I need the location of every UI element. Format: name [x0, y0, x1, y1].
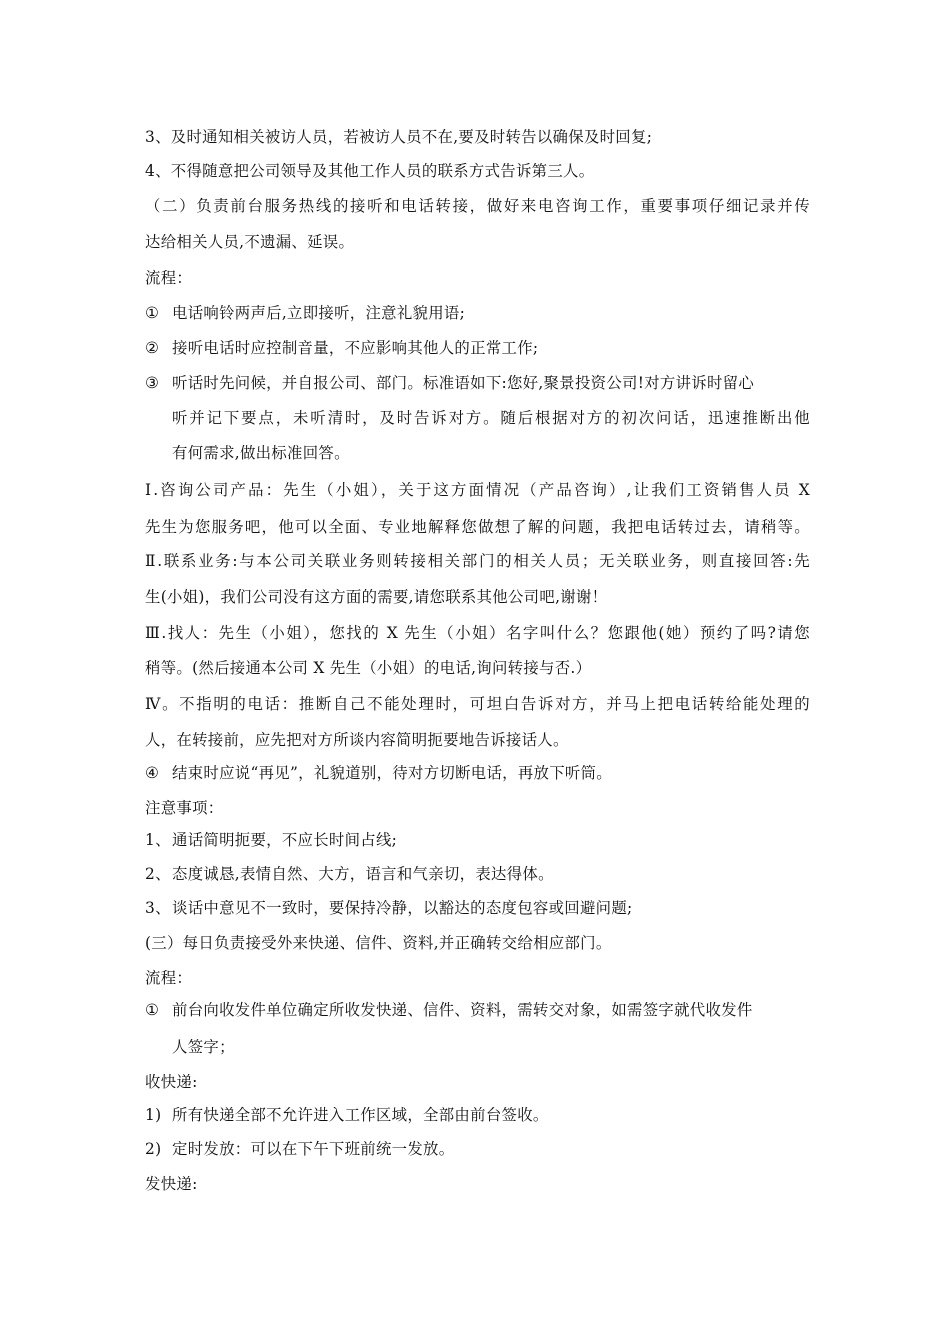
list-item [145, 303, 810, 323]
paragraph-line: Ⅰ.咨询公司产品：先生（小姐），关于这方面情况（产品咨询）,让我们工资销售人员 X [145, 481, 810, 499]
list-item-text: 结束时应说“再见”，礼貌道别，待对方切断电话，再放下听筒。 [172, 764, 612, 782]
list-item-text: 电话响铃两声后,立即接听，注意礼貌用语; [172, 304, 466, 322]
paragraph-line: 生(小姐)，我们公司没有这方面的需要,请您联系其他公司吧,谢谢！ [145, 588, 608, 606]
list-marker: ④ [145, 764, 160, 782]
paragraph-line: Ⅲ.找人：先生（小姐），您找的 X 先生（小姐）名字叫什么？您跟他(她）预约了吗?请您 [145, 624, 810, 642]
list-item [145, 1105, 810, 1125]
list-item-text: 定时发放：可以在下午下班前统一发放。 [172, 1140, 455, 1158]
list-marker: ① [145, 304, 160, 322]
paragraph-line: 先生为您服务吧，他可以全面、专业地解释您做想了解的问题，我把电话转过去，请稍等。 [145, 518, 810, 536]
paragraph-line: 3、及时通知相关被访人员，若被访人员不在,要及时转告以确保及时回复; [145, 128, 653, 146]
list-item [145, 864, 810, 884]
list-marker: ① [145, 1001, 160, 1019]
section-heading-3: (三）每日负责接受外来快递、信件、资料,并正确转交给相应部门。 [145, 934, 612, 952]
flow-label: 流程： [145, 969, 193, 987]
paragraph-line: 稍等。(然后接通本公司 X 先生（小姐）的电话,询问转接与否.） [145, 659, 592, 677]
paragraph-line: 达给相关人员,不遗漏、延误。 [145, 233, 355, 251]
paragraph-line: 4、不得随意把公司领导及其他工作人员的联系方式告诉第三人。 [145, 162, 595, 180]
list-item-continuation: 听并记下要点，未听清时，及时告诉对方。随后根据对方的初次问话，迅速推断出他 [172, 409, 810, 427]
notes-label: 注意事项： [145, 799, 224, 817]
list-marker: 3、 [145, 899, 171, 917]
list-item-text: 态度诚恳,表情自然、大方，语言和气亲切，表达得体。 [172, 865, 554, 883]
list-marker: 1、 [145, 831, 171, 849]
list-item-text: 接听电话时应控制音量，不应影响其他人的正常工作; [172, 339, 539, 357]
list-item [145, 763, 810, 783]
list-item-text: 听话时先问候，并自报公司、部门。标准语如下:您好,聚景投资公司!对方讲诉时留心 [172, 374, 755, 392]
receive-express-label: 收快递: [145, 1073, 198, 1091]
paragraph-line: Ⅱ.联系业务:与本公司关联业务则转接相关部门的相关人员；无关联业务，则直接回答:先 [145, 552, 810, 570]
list-item-continuation: 有何需求,做出标准回答。 [172, 444, 350, 462]
send-express-label: 发快递: [145, 1175, 198, 1193]
list-item-continuation: 人签字； [172, 1038, 235, 1056]
list-item [145, 830, 810, 850]
list-item-text: 前台向收发件单位确定所收发快递、信件、资料，需转交对象，如需签字就代收发件 [172, 1001, 753, 1019]
list-marker: ③ [145, 374, 160, 392]
list-item-text: 通话简明扼要，不应长时间占线; [172, 831, 398, 849]
list-item [145, 1000, 810, 1020]
paragraph-line: 人，在转接前，应先把对方所谈内容简明扼要地告诉接话人。 [145, 731, 569, 749]
list-item [145, 898, 810, 918]
list-marker: ② [145, 339, 160, 357]
paragraph-line: Ⅳ。不指明的电话：推断自己不能处理时，可坦白告诉对方，并马上把电话转给能处理的 [145, 695, 810, 713]
list-item [145, 373, 810, 393]
list-item [145, 338, 810, 358]
list-marker: 1) [145, 1106, 162, 1124]
flow-label: 流程： [145, 269, 193, 287]
section-heading-2: （二）负责前台服务热线的接听和电话转接，做好来电咨询工作，重要事项仔细记录并传 [145, 197, 810, 215]
list-item-text: 谈话中意见不一致时，要保持冷静，以豁达的态度包容或回避问题; [172, 899, 633, 917]
list-marker: 2) [145, 1140, 162, 1158]
list-item [145, 1139, 810, 1159]
list-item-text: 所有快递全部不允许进入工作区域，全部由前台签收。 [172, 1106, 549, 1124]
list-marker: 2、 [145, 865, 171, 883]
